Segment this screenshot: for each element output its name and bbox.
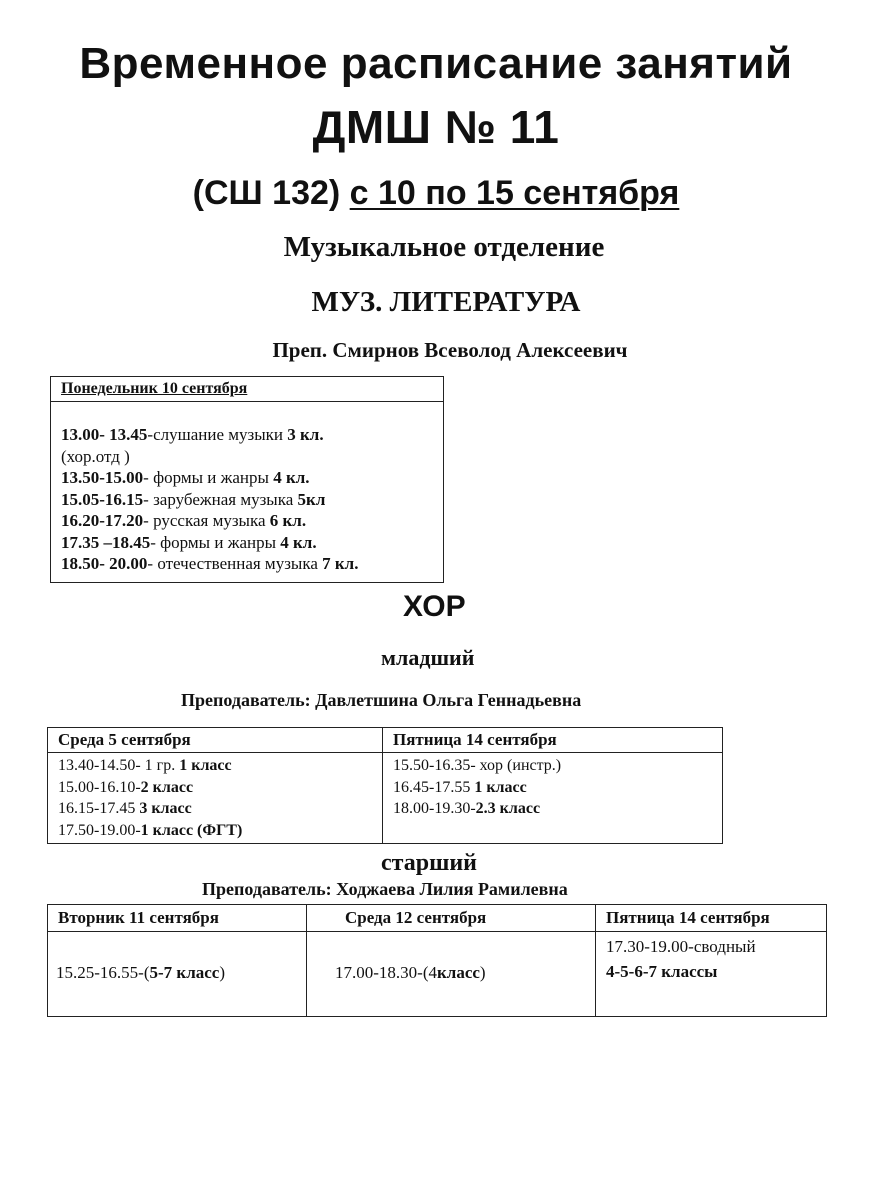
senior-heading: старший [381,850,477,876]
list-item: 18.50- 20.00- отечественная музыка 7 кл. [61,554,359,573]
table-cell [48,753,383,844]
list-item: 17.30-19.00-сводный [606,937,756,956]
list-item: 13.50-15.00- формы и жанры 4 кл. [61,468,310,487]
list-item: 4-5-6-7 классы [606,962,718,981]
date-span: с 10 по 15 сентября [349,174,680,212]
junior-choir-table [47,727,723,844]
column-header: Среда 5 сентября [48,728,383,753]
list-item: 17.35 –18.45- формы и жанры 4 кл. [61,532,317,552]
school-name: ДМШ № 11 [312,101,560,153]
column-header: Пятница 14 сентября [596,905,827,932]
table-header-row [48,728,723,753]
list-item: 15.00-16.10-2 класс [58,778,194,796]
table-cell [48,932,307,1017]
senior-teacher: Преподаватель: Ходжаева Лилия Рамилевна [202,879,568,899]
page-title: Временное расписание занятий [79,39,793,88]
junior-teacher: Преподаватель: Давлетшина Ольга Геннадьевна [181,690,582,710]
list-item: 16.45-17.55 1 класс [393,778,527,796]
cell-content: 15.25-16.55-( 5-7 класс ) [56,963,225,982]
table-cell [596,932,827,1017]
list-item: (хор.отд ) [61,446,130,466]
list-item: 17.50-19.00-1 класс (ФГТ) [58,821,243,839]
literature-schedule-box [50,376,444,583]
table-cell [383,753,723,844]
list-item: 13.40-14.50- 1 гр. 1 класс [58,757,232,774]
column-header: Вторник 11 сентября [48,905,307,932]
teacher-heading: Преп. Смирнов Всеволод Алексеевич [272,338,628,362]
table-cell [307,932,596,1017]
choir-heading: ХОР [403,590,466,623]
location-code: (СШ 132) [192,174,341,212]
junior-heading: младший [381,645,475,670]
date-range [0,176,872,210]
list-item: 13.00- 13.45-слушание музыки 3 кл. [61,425,324,444]
column-header: Среда 12 сентября [307,905,596,932]
literature-day-header: Понедельник 10 сентября [51,377,443,402]
cell-content: 17.00-18.30-(4 класс ) [335,963,486,982]
list-item: 16.15-17.45 3 класс [58,800,192,817]
list-item: 16.20-17.20- русская музыка 6 кл. [61,511,307,530]
department-heading: Музыкальное отделение [283,231,605,263]
list-item: 18.00-19.30-2.3 класс [393,800,541,817]
table-row [48,753,723,844]
list-item: 15.05-16.15- зарубежная музыка 5кл [61,489,326,509]
column-header: Пятница 14 сентября [383,728,723,753]
table-header-row [48,905,827,932]
table-row [48,932,827,1017]
literature-lines [51,402,443,575]
senior-choir-table [47,904,827,1017]
subject-heading: МУЗ. ЛИТЕРАТУРА [311,286,581,318]
list-item: 15.50-16.35- хор (инстр.) [393,757,562,774]
